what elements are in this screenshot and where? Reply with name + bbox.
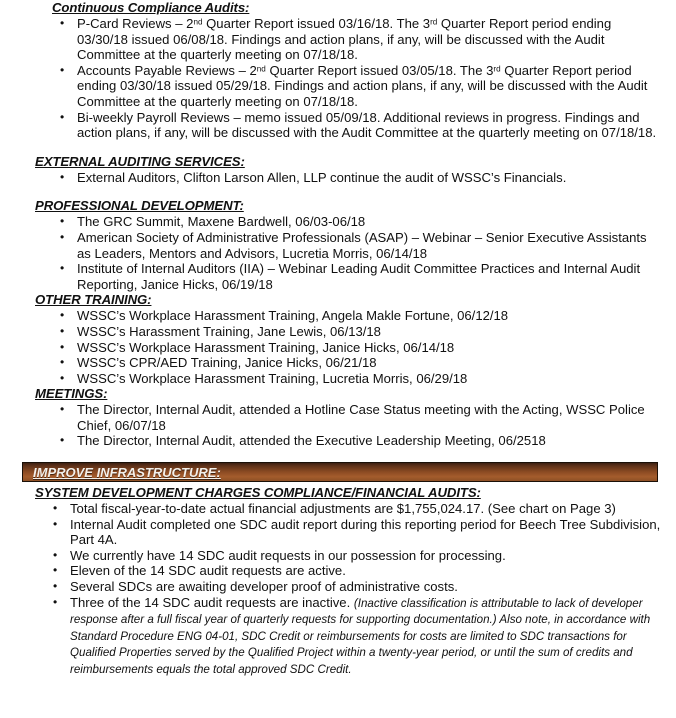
- bullet-list-continuous-compliance-audits: [0, 16, 676, 141]
- section-heading-other-training: OTHER TRAINING:: [35, 292, 152, 308]
- list-item: [51, 63, 664, 110]
- bullet-text-part: Quarter Report period ending 03/30/18 issued 06/08/18. Findings and action plans, if any, will be discussed with the Audit Committee at the quarterly meeting on 07/18/18.: [77, 16, 612, 63]
- section-heading-system-development-charges: SYSTEM DEVELOPMENT CHARGES COMPLIANCE/FINANCIAL AUDITS:: [35, 485, 481, 501]
- list-item: [44, 595, 664, 678]
- list-item: • The Director, Internal Audit, attended a Hotline Case Status meeting with the Acting, WSSC Police Chief, 06/07/18: [51, 402, 664, 433]
- list-item: [51, 16, 664, 63]
- section-heading-continuous-compliance-audits: Continuous Compliance Audits:: [52, 0, 250, 15]
- bullet-list-professional-development: [0, 214, 676, 292]
- improve-infrastructure-banner: [22, 462, 658, 482]
- list-item: • Total fiscal-year-to-date actual financial adjustments are $1,755,024.17. (See chart on Page 3): [44, 501, 664, 517]
- list-item: • WSSC’s Workplace Harassment Training, Lucretia Morris, 06/29/18: [51, 371, 664, 387]
- ordinal-suffix: rd: [430, 17, 438, 27]
- list-item: • WSSC’s CPR/AED Training, Janice Hicks, 06/21/18: [51, 355, 664, 371]
- bullet-list-other-training: [0, 308, 676, 386]
- list-item: • Institute of Internal Auditors (IIA) – Webinar Leading Audit Committee Practices and Internal Audit Reporting, Janice Hicks, 06/19/18: [51, 261, 664, 292]
- spacer: [0, 449, 676, 462]
- list-item: • WSSC’s Workplace Harassment Training, Janice Hicks, 06/14/18: [51, 340, 664, 356]
- list-item: • External Auditors, Clifton Larson Allen, LLP continue the audit of WSSC’s Financials.: [51, 170, 664, 186]
- list-item: • WSSC’s Workplace Harassment Training, Angela Makle Fortune, 06/12/18: [51, 308, 664, 324]
- ordinal-suffix: rd: [493, 64, 501, 74]
- list-item: • American Society of Administrative Professionals (ASAP) – Webinar – Senior Executive Assistants as Leaders, Mentors and Advisors, Lucretia Morris, 06/14/18: [51, 230, 664, 261]
- spacer: [0, 185, 676, 198]
- bullet-list-system-development-charges: [0, 501, 676, 678]
- list-item: • Several SDCs are awaiting developer proof of administrative costs.: [44, 579, 664, 595]
- banner-label: IMPROVE INFRASTRUCTURE:: [33, 465, 221, 481]
- list-item: • The Director, Internal Audit, attended the Executive Leadership Meeting, 06/2518: [51, 433, 664, 449]
- bullet-text-part: Accounts Payable Reviews – 2: [77, 62, 257, 78]
- bullet-text-part: Three of the 14 SDC audit requests are inactive.: [70, 594, 354, 610]
- improve-infrastructure-banner-wrap: [22, 462, 658, 482]
- list-item: • Eleven of the 14 SDC audit requests are active.: [44, 563, 664, 579]
- bullet-text-part: Quarter Report issued 03/16/18. The 3: [202, 16, 431, 31]
- section-heading-external-auditing-services: EXTERNAL AUDITING SERVICES:: [35, 153, 245, 169]
- ordinal-suffix: nd: [193, 17, 203, 27]
- bullet-list-external-auditing-services: [0, 170, 676, 186]
- inactive-classification-note: (Inactive classification is attributable to lack of developer response after a full fiscal year of quarterly requests for supporting documentation.) Also note, in accordance with Standard Procedure ENG 04-01, SDC Credit or reimbursements for costs are limited to SDC transactions for Qualified Properties served by the Qualified Project within a twenty-year period, or until the sum of credits and reimbursements equals the total approved SDC Credit.: [70, 596, 651, 676]
- bullet-text-part: Quarter Report issued 03/05/18. The 3: [265, 62, 494, 78]
- list-item: • WSSC’s Harassment Training, Jane Lewis, 06/13/18: [51, 324, 664, 340]
- list-item: • We currently have 14 SDC audit requests in our possession for processing.: [44, 548, 664, 564]
- bullet-text-part: Quarter Report period ending 03/30/18 issued 05/29/18. Findings and action plans, if any, will be discussed with the Audit Committee at the quarterly meeting on 07/18/18.: [77, 62, 648, 109]
- spacer: [0, 141, 676, 154]
- bullet-list-meetings: [0, 402, 676, 449]
- section-heading-meetings: MEETINGS:: [35, 386, 108, 402]
- list-item: • Bi-weekly Payroll Reviews – memo issued 05/09/18. Additional reviews in progress. Findings and action plans, if any, will be discussed with the Audit Committee at the quarterly meeting on 07/18/18.: [51, 110, 664, 141]
- list-item: • The GRC Summit, Maxene Bardwell, 06/03-06/18: [51, 214, 664, 230]
- list-item: • Internal Audit completed one SDC audit report during this reporting period for Beech Tree Subdivision, Part 4A.: [44, 517, 664, 548]
- section-heading-professional-development: PROFESSIONAL DEVELOPMENT:: [35, 198, 244, 214]
- ordinal-suffix: nd: [256, 64, 266, 74]
- bullet-text-part: P-Card Reviews – 2: [77, 16, 194, 31]
